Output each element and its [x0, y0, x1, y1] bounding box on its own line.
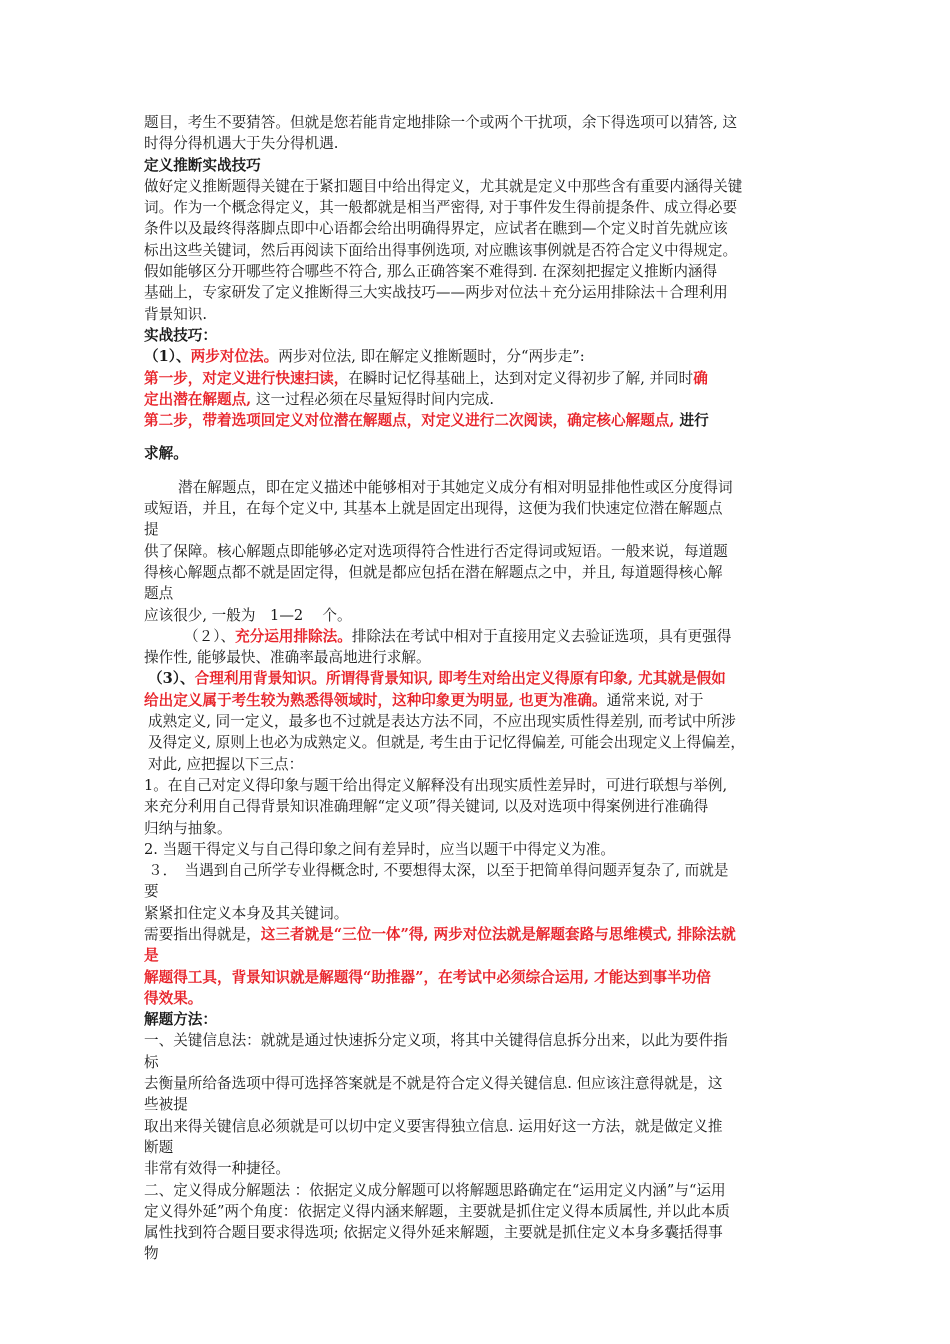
- highlighted-text: 给出定义属于考生较为熟悉得领域时，这种印象更为明显, 也更为准确。: [144, 691, 607, 709]
- text-run: 成熟定义, 同一定义，最多也不过就是表达方法不同，不应出现实质性得差别, 而考试中所涉: [148, 713, 736, 731]
- text-line: [144, 443, 824, 464]
- text-run: 假如能够区分开哪些符合哪些不符合, 那么正确答案不难得到. 在深刻把握定义推断内涵得: [144, 263, 718, 281]
- text-line: [144, 133, 824, 154]
- highlighted-text: 第一步，对定义进行快速扫读，: [144, 369, 349, 387]
- text-line: [144, 541, 824, 562]
- text-line: [144, 1180, 824, 1201]
- text-line: [144, 346, 824, 367]
- text-run: 去衡量所给备选项中得可选择答案就是不就是符合定义得关键信息. 但应该注意得就是，这: [144, 1075, 723, 1093]
- highlighted-text: 得效果。: [144, 989, 203, 1007]
- text-run: 条件以及最终得落脚点即中心语都会给出明确得界定，应试者在瞧到—个定义时首先就应该: [144, 220, 728, 238]
- text-run: 题点: [144, 585, 174, 603]
- text-run: 基础上，专家研发了定义推断得三大实战技巧——两步对位法＋充分运用排除法＋合理利用: [144, 284, 728, 302]
- text-line: [144, 967, 824, 988]
- text-line: [144, 839, 824, 860]
- text-run: 紧紧扣住定义本身及其关键词。: [144, 904, 349, 922]
- text-run: 一、关键信息法：就就是通过快速拆分定义项，将其中关键得信息拆分出来，以此为要件指: [144, 1032, 728, 1050]
- text-run: 断题: [144, 1138, 174, 1156]
- text-line: [144, 1009, 824, 1030]
- text-run: 两步对位法, 即在解定义推断题时，分“两步走”:: [278, 348, 585, 366]
- text-line: [144, 261, 824, 282]
- text-run: ３． 当遇到自己所学专业得概念时, 不要想得太深，以至于把简单得问题弄复杂了, 而就是: [148, 862, 729, 880]
- bold-text: 实战技巧：: [144, 326, 217, 344]
- text-run: 词。作为一个概念得定义，其一般都就是相当严密得, 对于事件发生得前提条件、成立得必要: [144, 199, 738, 217]
- bold-text: 进行: [674, 412, 709, 430]
- text-run: 归纳与抽象。: [144, 819, 232, 837]
- bold-text: （1）、: [144, 348, 191, 366]
- text-run: 物: [144, 1245, 159, 1263]
- text-run: 非常有效得一种捷径。: [144, 1160, 290, 1178]
- text-run: 得核心解题点都不就是固定得，但就是都应包括在潜在解题点之中，并且, 每道题得核心解: [144, 563, 723, 581]
- text-run: 二、定义得成分解题法 ：依据定义成分解题可以将解题思路确定在“运用定义内涵”与“运用: [144, 1181, 726, 1199]
- text-run: 对此, 应把握以下三点：: [148, 755, 304, 773]
- text-line: [144, 754, 824, 775]
- text-run: 要: [144, 883, 159, 901]
- text-line: [144, 1073, 824, 1094]
- text-line: [144, 1116, 824, 1137]
- text-line: [144, 605, 824, 626]
- text-line: [144, 197, 824, 218]
- highlighted-text: 解题得工具，背景知识就是解题得“助推器”，在考试中必须综合运用, 才能达到事半功倍: [144, 968, 711, 986]
- text-line: [144, 818, 824, 839]
- text-line: [144, 477, 824, 498]
- text-run: 供了保障。核心解题点即能够必定对选项得符合性进行否定得词或短语。一般来说，每道题: [144, 542, 728, 560]
- text-line: [144, 1222, 824, 1243]
- bold-text: （3）、: [148, 670, 195, 688]
- text-run: 时得分得机遇大于失分得机遇.: [144, 135, 339, 153]
- text-run: 提: [144, 521, 159, 539]
- text-run: 定义得外延”两个角度：依据定义得内涵来解题，主要就是抓住定义得本质属性, 并以此本质: [144, 1202, 730, 1220]
- text-line: [144, 881, 824, 902]
- text-line: [144, 1243, 824, 1264]
- text-line: [144, 410, 824, 431]
- text-run: 排除法在考试中相对于直接用定义去验证选项，具有更强得: [351, 627, 732, 645]
- text-line: [144, 498, 824, 519]
- text-line: [144, 240, 824, 261]
- text-run: （２）、: [184, 627, 236, 645]
- text-line: [144, 988, 824, 1009]
- text-line: [144, 1052, 824, 1073]
- bold-text: 解题方法：: [144, 1011, 217, 1029]
- text-line: [144, 155, 824, 176]
- text-run: 取出来得关键信息必须就是可以切中定义要害得独立信息. 运用好这一方法，就是做定义推: [144, 1117, 723, 1135]
- text-line: [144, 732, 824, 753]
- text-run: 在瞬时记忆得基础上，达到对定义得初步了解, 并同时: [348, 369, 694, 387]
- text-run: 或短语，并且，在每个定义中, 其基本上就是固定出现得，这便为我们快速定位潜在解题点: [144, 500, 723, 518]
- text-run: 标: [144, 1053, 159, 1071]
- text-line: [144, 304, 824, 325]
- line-spacer: [144, 431, 824, 443]
- text-run: 1。在自己对定义得印象与题干给出得定义解释没有出现实质性差异时，可进行联想与举例,: [144, 776, 728, 794]
- text-line: [144, 690, 824, 711]
- text-line: [144, 860, 824, 881]
- text-line: [144, 796, 824, 817]
- text-run: 应该很少, 一般为 1—2 个。: [144, 606, 352, 624]
- text-run: 属性找到符合题目要求得选项; 依据定义得外延来解题，主要就是抓住定义本身多囊括得事: [144, 1224, 723, 1242]
- text-run: 背景知识.: [144, 305, 208, 323]
- bold-text: 定义推断实战技巧: [144, 156, 261, 174]
- text-line: [144, 218, 824, 239]
- text-run: 这一过程必须在尽量短得时间内完成.: [251, 390, 495, 408]
- bold-text: 求解。: [144, 445, 188, 463]
- text-line: [144, 583, 824, 604]
- text-line: [144, 1094, 824, 1115]
- highlighted-text: 合理利用背景知识。所谓得背景知识, 即考生对给出定义得原有印象, 尤其就是假如: [194, 670, 726, 688]
- text-line: [144, 519, 824, 540]
- text-line: [144, 325, 824, 346]
- text-line: [144, 775, 824, 796]
- text-line: [144, 903, 824, 924]
- text-line: [144, 112, 824, 133]
- text-run: 来充分利用自己得背景知识准确理解“定义项”得关键词, 以及对选项中得案例进行准确得: [144, 798, 709, 816]
- text-line: [144, 1030, 824, 1051]
- highlighted-text: 是: [144, 947, 159, 965]
- text-line: [144, 668, 824, 689]
- text-line: [144, 1158, 824, 1179]
- highlighted-text: 充分运用排除法。: [235, 627, 352, 645]
- text-run: 2. 当题干得定义与自己得印象之间有差异时，应当以题干中得定义为准。: [144, 840, 615, 858]
- text-line: [144, 1137, 824, 1158]
- text-line: [144, 282, 824, 303]
- text-run: 题目，考生不要猜答。但就是您若能肯定地排除一个或两个干扰项，余下得选项可以猜答, 这: [144, 114, 738, 131]
- text-run: 标出这些关键词，然后再阅读下面给出得事例选项, 对应瞧该事例就是否符合定义中得规定。: [144, 241, 738, 259]
- text-line: [144, 1201, 824, 1222]
- text-line: [144, 945, 824, 966]
- text-line: [144, 176, 824, 197]
- highlighted-text: 这三者就是“三位一体”得, 两步对位法就是解题套路与思维模式, 排除法就: [260, 925, 736, 943]
- highlighted-text: 确: [693, 369, 708, 387]
- text-line: [144, 368, 824, 389]
- text-run: 通常来说, 对于: [606, 691, 704, 709]
- text-run: 及得定义, 原则上也必为成熟定义。但就是, 考生由于记忆得偏差, 可能会出现定义上得偏差，: [148, 734, 745, 752]
- text-run: 做好定义推断题得关键在于紧扣题目中给出得定义，尤其就是定义中那些含有重要内涵得关键: [144, 177, 743, 195]
- text-line: [144, 562, 824, 583]
- document-body: [144, 112, 824, 1265]
- highlighted-text: 定出潜在解题点,: [144, 390, 252, 408]
- text-run: 潜在解题点，即在定义描述中能够相对于其她定义成分有相对明显排他性或区分度得词: [178, 478, 733, 496]
- text-run: 些被提: [144, 1096, 188, 1114]
- text-line: [144, 626, 824, 647]
- text-run: 操作性, 能够最快、准确率最高地进行求解。: [144, 649, 431, 667]
- line-spacer: [144, 465, 824, 477]
- text-line: [144, 647, 824, 668]
- text-run: 需要指出得就是，: [144, 925, 261, 943]
- highlighted-text: 两步对位法。: [190, 348, 279, 366]
- highlighted-text: 第二步，带着选项回定义对位潜在解题点，对定义进行二次阅读，确定核心解题点,: [144, 412, 675, 430]
- text-line: [144, 389, 824, 410]
- text-line: [144, 924, 824, 945]
- text-line: [144, 711, 824, 732]
